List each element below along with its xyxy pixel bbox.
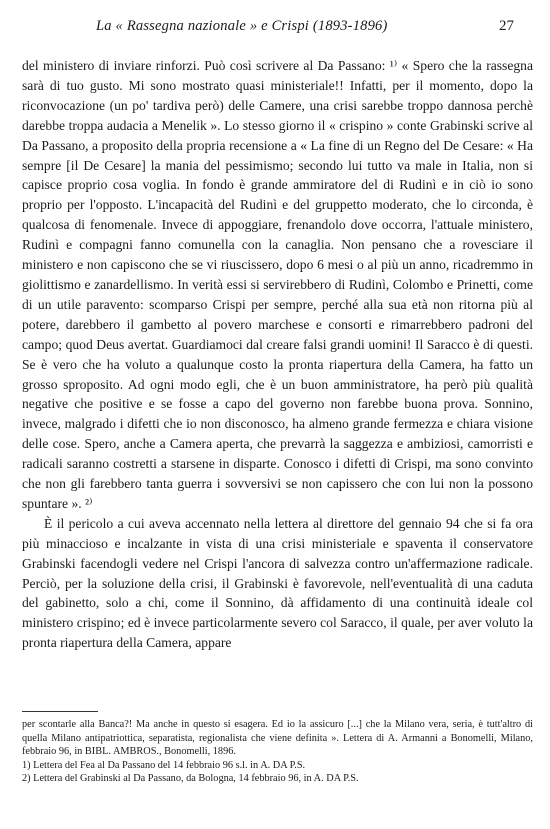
footnote-continuation: per scontarle alla Banca?! Ma anche in questo si esagera. Ed io la assicuro [...] che la Milano vera, seria, è tutt'altro di quella Milano antipatriottica, separatista, regionalista che viene definita ». Lettera di A. Armanni a Bonomelli, Milano, febbraio 96, in BIBL. AMBROS., Bonomelli, 1896. [22, 719, 533, 758]
running-head [0, 18, 550, 38]
footnote-2: 2) Lettera del Grabinski al Da Passano, da Bologna, 14 febbraio 96, in A. DA P.S. [22, 773, 359, 785]
body-text [22, 56, 533, 653]
paragraph-continued: del ministero di inviare rinforzi. Può così scrivere al Da Passano: ¹⁾ « Spero che la rassegna sarà di tuo gusto. Mi sono mostrato quasi ministeriale!! Infatti, per il momento, dopo la riconvocazione (un po' tardiva però) delle Camere, una crisi sarebbe troppo dannosa perchè darebbe troppa audacia a Menelik ». Lo stesso giorno il « crispino » conte Grabinski scrive al Da Passano, a proposito della propria recensione a « La fine di un Regno del De Cesare: « Ha sempre [il De Cesare] la mania del pessimismo; secondo lui tutto va male in Italia, non si capisce proprio cosa voglia. In fondo è grande ammiratore del di Rudinì e in ciò io sono proprio per l'opposto. L'incapacità del Rudinì e del gruppetto moderato, che lo circonda, è qualcosa di fenomenale. Invece di appoggiare, frenandolo dove occorra, l'attuale ministero, Rudinì e compagni fanno comunella con la canaglia. Non pensano che a rovesciare il ministero e non capiscono che se vi riuscissero, dopo 6 mesi o al più un anno, ricadremmo in giolittismo e zanardellismo. In verità essi si servirebbero di Rudinì, Colombo e Prinetti, come di un utile paravento: scomparso Crispi per sempre, perché alla sua età non ritorna più al potere, darebbero il gambetto al povero marchese e consorti e rimarrebbero padroni del campo; quod Deus avertat. Guardiamoci dal creare falsi grandi uomini! Il Saracco è di questi. Se è vero che ha voluto a qualunque costo la pronta riapertura della Camera, ha fatto un grosso sproposito. Ad ogni modo egli, che è un buon amministratore, ha però più qualità negative che positive e se fosse a capo del governo non farebbe buona prova. Sonnino, invece, malgrado i difetti che io non disconosco, ha almeno grande fermezza e chiara visione delle cose. Spero, anche a Camera aperta, che prevarrà la saggezza e ambiziosi, camorristi e radicali saranno costretti a starsene in disparte. Conosco i difetti di Crispi, ma sono convinto che non gli farebbero tanta guerra i sovversivi se non capissero che con lui non la possono spuntare ». ²⁾ [22, 58, 533, 511]
footnote-rule [22, 711, 98, 712]
paragraph: È il pericolo a cui aveva accennato nella lettera al direttore del gennaio 94 che si fa ora più minaccioso e incalzante in vista di una crisi ministeriale e spaventa il conservatore Grabinski facendogli vedere nel Crispi l'ancora di salvezza contro un'affermazione radicale. Perciò, per la soluzione della crisi, il Grabinski è favorevole, nell'eventualità di una caduta del gabinetto, solo a chi, come il Sonnino, dà affidamento di una continuità ideale col ministero crispino; ed è invece particolarmente severo col Saracco, il quale, per aver voluto la pronta riapertura della Camera, appare [22, 515, 533, 651]
footnote-1: 1) Lettera del Fea al Da Passano del 14 febbraio 96 s.l. in A. DA P.S. [22, 759, 306, 771]
page-number: 27 [499, 18, 514, 34]
footnotes [22, 718, 533, 786]
running-title: La « Rassegna nazionale » e Crispi (1893-1896) [96, 18, 388, 34]
